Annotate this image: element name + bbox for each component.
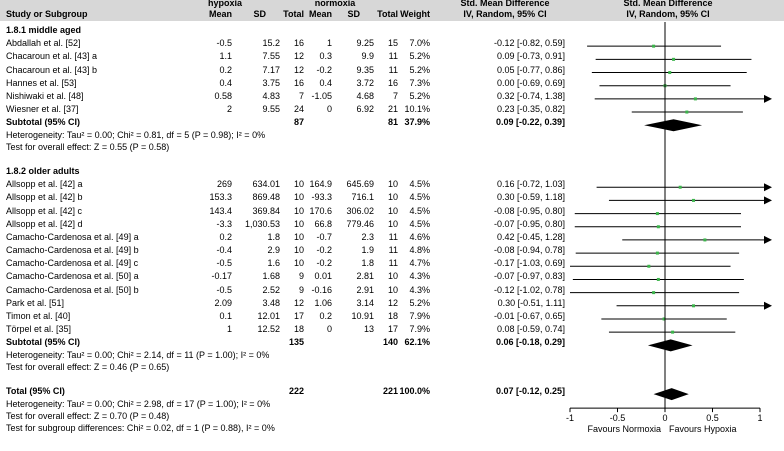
study-total-hypoxia: 10 xyxy=(293,231,304,242)
total-hypoxia: 222 xyxy=(288,386,304,397)
study-weight: 5.2% xyxy=(409,64,430,75)
study-mean-hypoxia: 2.09 xyxy=(214,297,232,308)
study-mean-hypoxia: -0.17 xyxy=(211,271,232,282)
study-ci: 0.30 [-0.59, 1.18] xyxy=(496,192,565,203)
study-weight: 4.5% xyxy=(409,179,430,190)
study-sd-hypoxia: 369.84 xyxy=(252,205,280,216)
study-sd-normoxia: 1.8 xyxy=(361,258,374,269)
study-mean-normoxia: -93.3 xyxy=(311,192,332,203)
study-ci: 0.30 [-0.51, 1.11] xyxy=(497,297,565,308)
study-total-normoxia: 11 xyxy=(388,51,398,62)
total-normoxia: 221 xyxy=(382,386,398,397)
study-sd-hypoxia: 3.48 xyxy=(262,297,280,308)
subtotal-diamond-1 xyxy=(648,339,693,351)
x-axis-tick-label: 0.5 xyxy=(706,413,719,424)
study-ci: 0.09 [-0.73, 0.91] xyxy=(496,51,565,62)
study-ci: -0.08 [-0.94, 0.78] xyxy=(493,245,565,256)
favours-right-label: Favours Hypoxia xyxy=(669,424,737,435)
subtotal-weight: 37.9% xyxy=(404,117,430,128)
study-1-2-point xyxy=(656,212,659,215)
study-name: Camacho-Cardenosa et al. [49] b xyxy=(6,245,139,256)
study-weight: 4.5% xyxy=(409,218,430,229)
study-sd-hypoxia: 7.17 xyxy=(262,64,280,75)
study-sd-normoxia: 4.68 xyxy=(356,90,374,101)
study-mean-normoxia: 1 xyxy=(326,38,332,49)
study-weight: 4.3% xyxy=(409,284,430,295)
study-weight: 5.2% xyxy=(409,297,430,308)
study-ci: -0.12 [-0.82, 0.59] xyxy=(493,38,565,49)
subtotal-label: Subtotal (95% CI) xyxy=(6,337,81,348)
study-total-normoxia: 11 xyxy=(388,64,398,75)
study-mean-hypoxia: 143.4 xyxy=(209,205,232,216)
overall-effect-text: Test for overall effect: Z = 0.46 (P = 0.65) xyxy=(6,362,170,373)
study-total-hypoxia: 10 xyxy=(293,245,304,256)
study-mean-normoxia: -0.16 xyxy=(311,284,332,295)
study-sd-normoxia: 6.92 xyxy=(356,104,374,115)
study-total-normoxia: 16 xyxy=(387,77,398,88)
study-name: Allsopp et al. [42] b xyxy=(6,192,83,203)
study-1-3-point xyxy=(657,225,660,228)
header-total-2: Total xyxy=(377,9,398,19)
study-mean-hypoxia: 153.3 xyxy=(209,192,232,203)
study-mean-hypoxia: 0.2 xyxy=(219,231,232,242)
study-total-normoxia: 10 xyxy=(387,284,398,295)
header-effect-method: IV, Random, 95% CI xyxy=(463,9,547,19)
total-diamond xyxy=(654,388,689,400)
header-mean-1: Mean xyxy=(208,9,232,19)
study-name: Törpel et al. [35] xyxy=(6,324,72,335)
study-mean-normoxia: -0.2 xyxy=(316,245,332,256)
study-sd-normoxia: 2.91 xyxy=(356,284,374,295)
study-mean-normoxia: -1.05 xyxy=(311,90,332,101)
study-sd-hypoxia: 12.01 xyxy=(257,310,280,321)
study-total-hypoxia: 9 xyxy=(298,284,304,295)
study-sd-normoxia: 9.35 xyxy=(356,64,374,75)
study-ci: -0.17 [-1.03, 0.69] xyxy=(493,258,565,269)
study-name: Hannes et al. [53] xyxy=(6,77,77,88)
study-total-hypoxia: 9 xyxy=(298,271,304,282)
study-ci: 0.32 [-0.74, 1.38] xyxy=(496,90,565,101)
study-mean-normoxia: 0 xyxy=(326,104,332,115)
study-ci: 0.00 [-0.69, 0.69] xyxy=(496,77,565,88)
study-mean-normoxia: 0 xyxy=(326,324,332,335)
study-mean-hypoxia: -0.4 xyxy=(216,245,232,256)
study-1-7-point xyxy=(657,278,660,281)
study-mean-normoxia: 1.06 xyxy=(314,297,332,308)
study-total-normoxia: 10 xyxy=(387,205,398,216)
subtotal-total-hypoxia: 135 xyxy=(288,337,304,348)
study-0-4-point xyxy=(694,97,697,100)
study-mean-normoxia: 0.4 xyxy=(319,77,332,88)
study-total-normoxia: 10 xyxy=(387,271,398,282)
study-name: Park et al. [51] xyxy=(6,297,65,308)
overall-effect-text: Test for overall effect: Z = 0.55 (P = 0.58) xyxy=(6,142,170,153)
study-mean-normoxia: 66.8 xyxy=(314,218,332,229)
study-1-6-point xyxy=(647,265,650,268)
study-name: Camacho-Cardenosa et al. [50] a xyxy=(6,271,139,282)
subgroup-title: 1.8.2 older adults xyxy=(6,166,80,177)
total-weight: 100.0% xyxy=(399,386,430,397)
study-name: Allsopp et al. [42] d xyxy=(6,218,83,229)
study-mean-normoxia: 164.9 xyxy=(309,179,332,190)
study-sd-hypoxia: 1,030.53 xyxy=(244,218,280,229)
subtotal-ci: 0.06 [-0.18, 0.29] xyxy=(495,337,565,348)
study-0-1-point xyxy=(672,58,675,61)
study-total-normoxia: 17 xyxy=(387,324,398,335)
study-sd-hypoxia: 12.52 xyxy=(257,324,280,335)
subtotal-total-normoxia: 81 xyxy=(387,117,398,128)
study-weight: 4.3% xyxy=(409,271,430,282)
study-ci: 0.42 [-0.45, 1.28] xyxy=(496,231,565,242)
study-mean-normoxia: 170.6 xyxy=(309,205,332,216)
study-total-hypoxia: 18 xyxy=(293,324,304,335)
study-name: Nishiwaki et al. [48] xyxy=(6,90,84,101)
study-sd-normoxia: 3.14 xyxy=(356,297,374,308)
study-1-5-point xyxy=(656,252,659,255)
study-total-hypoxia: 10 xyxy=(293,179,304,190)
study-weight: 10.1% xyxy=(404,104,430,115)
study-total-normoxia: 10 xyxy=(387,192,398,203)
study-total-normoxia: 11 xyxy=(388,258,398,269)
study-mean-normoxia: -0.2 xyxy=(316,64,332,75)
study-sd-hypoxia: 4.83 xyxy=(262,90,280,101)
study-mean-hypoxia: -0.5 xyxy=(216,258,232,269)
study-sd-hypoxia: 15.2 xyxy=(262,38,280,49)
study-mean-hypoxia: 2 xyxy=(226,104,232,115)
study-0-0-point xyxy=(652,45,655,48)
study-0-5-point xyxy=(685,111,688,114)
study-name: Timon et al. [40] xyxy=(6,310,71,321)
study-1-0-point xyxy=(679,186,682,189)
study-name: Camacho-Cardenosa et al. [49] c xyxy=(6,258,139,269)
study-mean-normoxia: -0.2 xyxy=(316,258,332,269)
study-sd-hypoxia: 2.9 xyxy=(267,245,280,256)
study-total-hypoxia: 16 xyxy=(293,38,304,49)
subtotal-diamond-0 xyxy=(644,119,702,131)
study-weight: 7.9% xyxy=(409,324,430,335)
study-sd-normoxia: 2.81 xyxy=(356,271,374,282)
study-ci: -0.01 [-0.67, 0.65] xyxy=(493,310,565,321)
study-name: Camacho-Cardenosa et al. [50] b xyxy=(6,284,139,295)
favours-left-label: Favours Normoxia xyxy=(587,424,661,435)
study-sd-normoxia: 1.9 xyxy=(361,245,374,256)
study-1-4-point xyxy=(703,238,706,241)
study-sd-hypoxia: 7.55 xyxy=(262,51,280,62)
study-weight: 4.7% xyxy=(409,258,430,269)
study-name: Abdallah et al. [52] xyxy=(6,38,81,49)
study-mean-hypoxia: 0.4 xyxy=(219,77,232,88)
study-ci: 0.16 [-0.72, 1.03] xyxy=(496,179,565,190)
study-total-hypoxia: 10 xyxy=(293,205,304,216)
study-sd-normoxia: 13 xyxy=(363,324,374,335)
study-ci: 0.23 [-0.35, 0.82] xyxy=(496,104,565,115)
study-sd-normoxia: 306.02 xyxy=(346,205,374,216)
study-sd-normoxia: 645.69 xyxy=(346,179,374,190)
study-1-8-point xyxy=(652,291,655,294)
study-sd-normoxia: 9.25 xyxy=(356,38,374,49)
study-1-11-point xyxy=(671,331,674,334)
x-axis-tick-label: -1 xyxy=(565,413,575,424)
subtotal-label: Subtotal (95% CI) xyxy=(6,117,81,128)
study-name: Camacho-Cardenosa et al. [49] a xyxy=(6,231,139,242)
study-total-normoxia: 18 xyxy=(387,310,398,321)
study-weight: 7.9% xyxy=(409,310,430,321)
study-weight: 4.8% xyxy=(409,245,430,256)
study-total-hypoxia: 10 xyxy=(293,218,304,229)
study-total-hypoxia: 24 xyxy=(293,104,304,115)
study-ci: 0.05 [-0.77, 0.86] xyxy=(496,64,565,75)
study-ci: 0.08 [-0.59, 0.74] xyxy=(496,324,565,335)
study-total-hypoxia: 10 xyxy=(293,192,304,203)
study-total-normoxia: 15 xyxy=(387,38,398,49)
total-ci: 0.07 [-0.12, 0.25] xyxy=(495,386,565,397)
header-plot: Std. Mean Difference xyxy=(623,0,713,8)
study-total-normoxia: 12 xyxy=(387,297,398,308)
study-name: Wiesner et al. [37] xyxy=(6,104,79,115)
study-mean-hypoxia: -0.5 xyxy=(216,38,232,49)
study-total-normoxia: 10 xyxy=(387,218,398,229)
header-weight: Weight xyxy=(400,9,430,19)
study-ci: -0.12 [-1.02, 0.78] xyxy=(493,284,565,295)
subgroup-differences: Test for subgroup differences: Chi² = 0.02, df = 1 (P = 0.88), I² = 0% xyxy=(6,423,275,434)
study-1-1-point xyxy=(692,199,695,202)
header-hypoxia: hypoxia xyxy=(207,0,242,8)
subgroup-title: 1.8.1 middle aged xyxy=(6,25,82,35)
study-sd-normoxia: 779.46 xyxy=(346,218,374,229)
study-total-hypoxia: 7 xyxy=(298,90,304,101)
study-sd-hypoxia: 869.48 xyxy=(252,192,280,203)
header-mean-2: Mean xyxy=(308,9,332,19)
study-mean-normoxia: -0.7 xyxy=(316,231,332,242)
total-heterogeneity: Heterogeneity: Tau² = 0.00; Chi² = 2.98, df = 17 (P = 1.00); I² = 0% xyxy=(6,398,271,409)
study-sd-normoxia: 716.1 xyxy=(351,192,374,203)
study-ci: -0.08 [-0.95, 0.80] xyxy=(493,205,565,216)
study-weight: 5.2% xyxy=(409,90,430,101)
x-axis-tick-label: -0.5 xyxy=(609,413,626,424)
study-sd-hypoxia: 1.6 xyxy=(267,258,280,269)
total-label: Total (95% CI) xyxy=(6,386,65,397)
study-total-normoxia: 10 xyxy=(387,179,398,190)
study-mean-hypoxia: 1.1 xyxy=(219,51,232,62)
x-axis-tick-label: 1 xyxy=(757,413,763,424)
study-sd-normoxia: 10.91 xyxy=(351,310,374,321)
x-axis-tick-label: 0 xyxy=(662,413,668,424)
study-total-hypoxia: 17 xyxy=(293,310,304,321)
study-mean-normoxia: 0.01 xyxy=(314,271,332,282)
study-total-normoxia: 21 xyxy=(387,104,398,115)
header-normoxia: normoxia xyxy=(314,0,356,8)
study-mean-normoxia: 0.3 xyxy=(319,51,332,62)
study-1-9-point xyxy=(692,304,695,307)
study-total-normoxia: 11 xyxy=(388,245,398,256)
heterogeneity-text: Heterogeneity: Tau² = 0.00; Chi² = 2.14, df = 11 (P = 1.00); I² = 0% xyxy=(6,349,270,360)
study-weight: 7.0% xyxy=(409,38,430,49)
heterogeneity-text: Heterogeneity: Tau² = 0.00; Chi² = 0.81, df = 5 (P = 0.98); I² = 0% xyxy=(6,129,266,140)
study-ci: -0.07 [-0.95, 0.80] xyxy=(493,218,565,229)
header-effect: Std. Mean Difference xyxy=(460,0,550,8)
study-weight: 4.5% xyxy=(409,192,430,203)
study-weight: 4.6% xyxy=(409,231,430,242)
study-ci: -0.07 [-0.97, 0.83] xyxy=(493,271,565,282)
study-sd-normoxia: 2.3 xyxy=(361,231,374,242)
study-mean-normoxia: 0.2 xyxy=(319,310,332,321)
header-sd-1: SD xyxy=(253,9,266,19)
study-total-hypoxia: 12 xyxy=(293,51,304,62)
study-sd-hypoxia: 3.75 xyxy=(262,77,280,88)
study-total-normoxia: 7 xyxy=(392,90,398,101)
study-name: Chacaroun et al. [43] a xyxy=(6,51,98,62)
study-mean-hypoxia: 0.2 xyxy=(219,64,232,75)
study-total-hypoxia: 12 xyxy=(293,64,304,75)
subtotal-total-normoxia: 140 xyxy=(382,337,398,348)
study-total-normoxia: 11 xyxy=(388,231,398,242)
study-sd-normoxia: 3.72 xyxy=(356,77,374,88)
study-sd-hypoxia: 2.52 xyxy=(262,284,280,295)
subtotal-weight: 62.1% xyxy=(404,337,430,348)
total-overall-effect: Test for overall effect: Z = 0.70 (P = 0.48) xyxy=(6,410,170,421)
study-name: Allsopp et al. [42] a xyxy=(6,179,83,190)
study-total-hypoxia: 12 xyxy=(293,297,304,308)
header-sd-2: SD xyxy=(347,9,360,19)
study-total-hypoxia: 10 xyxy=(293,258,304,269)
subtotal-total-hypoxia: 87 xyxy=(293,117,304,128)
header-plot-method: IV, Random, 95% CI xyxy=(626,9,710,19)
study-sd-hypoxia: 1.8 xyxy=(267,231,280,242)
header-study: Study or Subgroup xyxy=(6,9,88,19)
study-0-2-point xyxy=(668,71,671,74)
subtotal-ci: 0.09 [-0.22, 0.39] xyxy=(495,117,565,128)
study-mean-hypoxia: 0.58 xyxy=(214,90,232,101)
study-total-hypoxia: 16 xyxy=(293,77,304,88)
study-mean-hypoxia: 1 xyxy=(226,324,232,335)
study-name: Allsopp et al. [42] c xyxy=(6,205,83,216)
study-mean-hypoxia: 0.1 xyxy=(219,310,232,321)
study-sd-normoxia: 9.9 xyxy=(361,51,374,62)
study-mean-hypoxia: 269 xyxy=(216,179,232,190)
header-total-1: Total xyxy=(283,9,304,19)
study-mean-hypoxia: -0.5 xyxy=(216,284,232,295)
study-sd-hypoxia: 9.55 xyxy=(262,104,280,115)
study-sd-hypoxia: 1.68 xyxy=(262,271,280,282)
study-sd-hypoxia: 634.01 xyxy=(252,179,280,190)
study-weight: 5.2% xyxy=(409,51,430,62)
study-mean-hypoxia: -3.3 xyxy=(216,218,232,229)
study-weight: 7.3% xyxy=(409,77,430,88)
study-weight: 4.5% xyxy=(409,205,430,216)
study-name: Chacaroun et al. [43] b xyxy=(6,64,98,75)
